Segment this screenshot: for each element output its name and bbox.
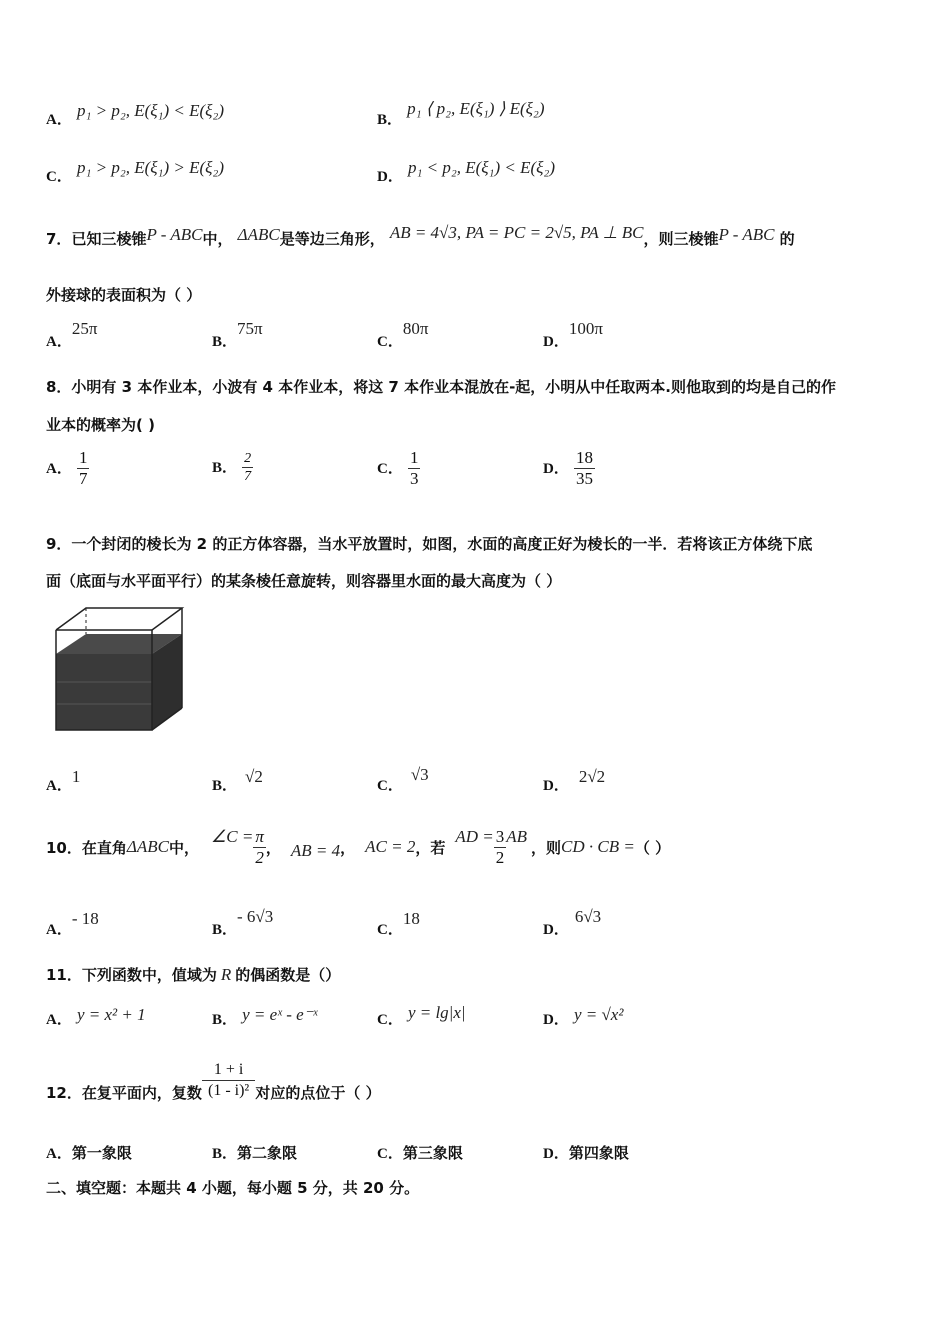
question-text: 的	[779, 230, 795, 248]
option-expr: y = x² + 1	[76, 1005, 146, 1024]
question-text: ，则	[531, 838, 562, 857]
numerator: 1	[409, 448, 419, 467]
option-label: C．	[377, 461, 403, 477]
water-front	[56, 654, 152, 730]
question-text: ，若	[415, 838, 446, 857]
question-text: 的偶函数是（）	[235, 966, 341, 984]
section-heading: 二、填空题：本题共 4 小题，每小题 5 分，共 20 分。	[46, 1179, 420, 1197]
math-expr: ∠C =	[211, 827, 254, 846]
math-expr: AC = 2	[365, 837, 416, 856]
fraction	[574, 448, 595, 489]
option-expr: √2	[245, 767, 263, 786]
question-text: ，	[340, 838, 356, 857]
option-expr: y = eˣ - e⁻ˣ	[242, 1005, 318, 1024]
option-label: D．	[543, 922, 569, 938]
question-11	[46, 964, 340, 985]
option-expr: 1	[71, 767, 81, 786]
q11-option-c	[377, 1002, 466, 1028]
q9-option-d	[543, 766, 606, 794]
q11-option-b	[212, 1004, 318, 1028]
option-expr: p₁ ⟨ p₂, E(ξ₁) ⟩ E(ξ₂)	[407, 99, 545, 118]
q10-option-b	[212, 906, 274, 938]
denominator: 3	[409, 469, 419, 488]
question-text: 中，	[202, 230, 233, 248]
math-expr: CD · CB =	[561, 837, 635, 856]
math-expr: P - ABC	[146, 225, 203, 244]
math-expr: ΔABC	[126, 837, 169, 856]
math-expr: AB	[506, 827, 528, 846]
denominator: 2	[495, 847, 505, 867]
option-expr: 2√2	[578, 767, 606, 786]
option-label: C．	[377, 1146, 403, 1162]
q12-option-c	[377, 1142, 463, 1163]
option-label: C．	[377, 1012, 403, 1028]
question-8-line2: 业本的概率为( )	[46, 416, 155, 434]
numerator: 2	[244, 451, 252, 466]
option-text: 第三象限	[402, 1144, 463, 1162]
q7-option-b	[212, 318, 263, 350]
q12-option-a	[46, 1142, 132, 1163]
question-text: 中，	[168, 838, 199, 857]
q9-option-a	[46, 766, 81, 794]
option-expr: 25π	[71, 319, 98, 338]
denominator: 35	[575, 469, 593, 488]
option-expr: √3	[410, 765, 429, 784]
question-text: ，则三棱锥	[643, 230, 719, 248]
option-label: B．	[212, 1012, 238, 1028]
q10-option-a	[46, 908, 99, 938]
option-expr: y = lg|x|	[407, 1003, 466, 1022]
math-expr: AB = 4	[290, 841, 341, 860]
question-text: ，	[265, 838, 281, 857]
q6-option-a	[46, 101, 224, 129]
option-label: C．	[377, 778, 403, 794]
option-expr: 100π	[568, 319, 603, 338]
option-expr: 18	[402, 909, 420, 928]
option-label: A．	[46, 461, 72, 477]
option-label: B．	[212, 922, 238, 938]
q8-option-d	[543, 448, 595, 489]
q6-option-d	[377, 158, 555, 186]
option-label: A．	[46, 334, 72, 350]
q11-option-a	[46, 1004, 146, 1028]
question-8-line1: 8．小明有 3 本作业本，小波有 4 本作业本，将这 7 本作业本混放在-起，小明从中任取两本.则他取到的均是自己的作	[46, 378, 837, 396]
question-number: 10．	[46, 838, 82, 857]
math-expr: ΔABC	[237, 225, 280, 244]
option-expr: - 6√3	[237, 907, 274, 926]
q7-option-d	[543, 318, 603, 350]
math-expr: AD =	[455, 827, 494, 846]
q8-option-c	[377, 448, 420, 489]
option-label: D．	[543, 334, 569, 350]
question-text: 11．下列函数中，值域为	[46, 966, 217, 984]
option-label: A．	[46, 1012, 72, 1028]
option-expr: 75π	[237, 319, 263, 338]
option-label: C．	[377, 922, 403, 938]
denominator: (1 - i)²	[207, 1081, 250, 1099]
option-expr: p₁ > p₂, E(ξ₁) < E(ξ₂)	[76, 101, 224, 120]
option-expr: 80π	[402, 319, 429, 338]
denominator: 7	[244, 469, 252, 484]
math-expr: AB = 4√3, PA = PC = 2√5, PA ⊥ BC	[389, 223, 644, 242]
fraction	[202, 1060, 255, 1101]
q6-option-c	[46, 158, 224, 186]
q10-option-c	[377, 908, 420, 938]
fraction	[494, 827, 507, 868]
q12-option-d	[543, 1142, 629, 1163]
denominator: 7	[78, 469, 88, 488]
q10-option-d	[543, 906, 602, 938]
numerator: 1 + i	[202, 1060, 255, 1081]
numerator: π	[255, 826, 264, 846]
question-text: 对应的点位于（ ）	[255, 1083, 381, 1102]
question-9-line1: 9．一个封闭的棱长为 2 的正方体容器，当水平放置时，如图，水面的高度正好为棱长的一半．若将该正方体绕下底	[46, 535, 813, 553]
option-label: B．	[212, 778, 238, 794]
numerator: 1	[78, 448, 88, 467]
option-label: D．	[377, 169, 403, 185]
q11-option-d	[543, 1004, 624, 1028]
question-10	[46, 822, 670, 872]
option-expr: p₁ < p₂, E(ξ₁) < E(ξ₂)	[407, 158, 555, 177]
question-12	[46, 1054, 381, 1106]
option-label: B．	[212, 460, 238, 476]
question-text: 已知三棱锥	[71, 230, 147, 248]
question-9-line2: 面（底面与水平面平行）的某条棱任意旋转，则容器里水面的最大高度为（ ）	[46, 572, 562, 590]
question-text: （ ）	[634, 838, 671, 857]
question-text: 12．在复平面内，复数	[46, 1083, 202, 1102]
option-label: A．	[46, 922, 72, 938]
option-label: B．	[212, 1146, 238, 1162]
numerator: 18	[575, 448, 593, 467]
option-label: A．	[46, 778, 72, 794]
option-label: D．	[543, 1146, 569, 1162]
numerator: 3	[495, 826, 505, 846]
cube-water-figure	[52, 604, 188, 734]
q9-option-c	[377, 764, 429, 794]
q7-option-a	[46, 318, 98, 350]
fraction	[242, 450, 253, 485]
question-7-line2: 外接球的表面积为（ ）	[46, 286, 202, 304]
option-label: B．	[377, 112, 403, 128]
question-text: 在直角	[81, 838, 127, 857]
q7-option-c	[377, 318, 429, 350]
option-label: D．	[543, 461, 569, 477]
q9-option-b	[212, 766, 263, 794]
option-expr: - 18	[71, 909, 99, 928]
q8-option-b	[212, 450, 253, 485]
option-label: A．	[46, 1146, 72, 1162]
math-expr: P - ABC	[718, 225, 775, 244]
question-7-line1	[46, 223, 795, 249]
fraction	[408, 448, 421, 489]
option-label: C．	[46, 169, 72, 185]
q8-option-a	[46, 448, 89, 489]
option-label: D．	[543, 778, 569, 794]
q12-option-b	[212, 1142, 297, 1163]
option-label: A．	[46, 112, 72, 128]
option-text: 第四象限	[568, 1144, 629, 1162]
option-text: 第二象限	[237, 1144, 298, 1162]
option-expr: 6√3	[574, 907, 602, 926]
option-expr: y = √x²	[573, 1005, 624, 1024]
option-label: C．	[377, 334, 403, 350]
fraction	[253, 827, 266, 868]
denominator: 2	[255, 847, 264, 867]
q6-option-b	[377, 99, 545, 129]
option-text: 第一象限	[71, 1144, 132, 1162]
option-label: D．	[543, 1012, 569, 1028]
question-number: 7．	[46, 230, 72, 248]
fraction	[77, 448, 90, 489]
math-expr: R	[220, 965, 232, 984]
option-expr: p₁ > p₂, E(ξ₁) > E(ξ₂)	[76, 158, 224, 177]
option-label: B．	[212, 334, 238, 350]
cube-top-edges	[56, 608, 182, 630]
question-text: 是等边三角形，	[279, 230, 385, 248]
